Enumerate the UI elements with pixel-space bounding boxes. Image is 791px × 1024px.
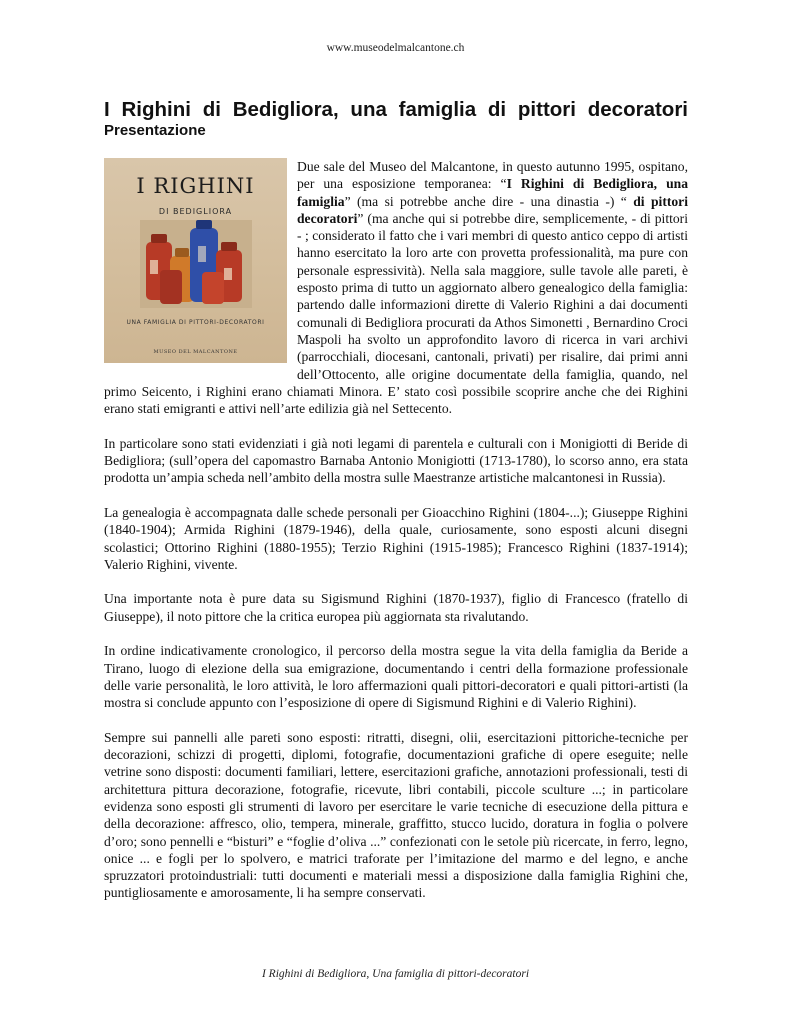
paragraph-monigiotti: In particolare sono stati evidenziati i già noti legami di parentela e culturali con i Monigiotti di Beride di Bedigliora; (sull’opera del capomastro Barnaba Antonio Monigiotti (1713-1780), lo scorso anno, era stata prodotta un’ampia scheda nell’ambito della mostra sulle Maestranze artistiche malcantonesi in Russia).: [104, 435, 688, 486]
page-footer: I Righini di Bedigliora, Una famiglia di pittori-decoratori: [261, 968, 530, 980]
document-title: I Righini di Bedigliora, una famiglia di pittori decoratori: [104, 98, 688, 121]
intro-text-1: Due sale del Museo del Malcantone, in questo autunno 1995, ospitano, per una esposizione temporanea: “: [297, 159, 688, 192]
cover-publisher: MUSEO DEL MALCANTONE: [153, 349, 238, 355]
cover-caption: UNA FAMIGLIA DI PITTORI-DECORATORI: [126, 319, 265, 326]
document-body: [104, 158, 688, 919]
cover-title: I RIGHINI: [136, 174, 255, 198]
exhibition-subtitle-bold: di pittori decoratori: [297, 193, 688, 226]
jars-illustration-icon: [140, 220, 252, 308]
paragraph-exhibits: Sempre sui pannelli alle pareti sono esposti: ritratti, disegni, olii, esercitazioni pittoriche-tecniche per decorazioni, schizzi di progetti, diplomi, fotografie, documentazioni grafiche di opere eseguite; nelle vetrine sono disposti: documenti familiari, lettere, esercitazioni grafiche, annotazioni professionali, testi di architettura pittura decorazione, fotografie, ricevute, libri contabili, piccole sculture ...; in particolare evidenza sono esposti gli strumenti di lavoro per esercitare le varie tecniche di esecuzione della pittura e della decorazione: affresco, olio, tempera, minerale, graffitto, stucco lucido, doratura in foglia o polvere d’oro; sono pennelli e “bisturi” e “foglie d’oliva ...” confezionati con le setole più ricercate, in ferro, legno, onice ... e fogli per lo spolvero, e matrici traforate per l’imitazione del marmo e del legno, e anche spruzzatori protoindustriali: tutti documenti e materiali messi a disposizione dalla famiglia Righini che, puntigliosamente e amorosamente, li ha sempre conservati.: [104, 729, 688, 901]
cover-subtitle: DI BEDIGLIORA: [158, 207, 233, 216]
paragraph-sigismund: Una importante nota è pure data su Sigismund Righini (1870-1937), figlio di Francesco (fratello di Giuseppe), il noto pittore che la critica europea più aggiornata sta rivalutando.: [104, 591, 688, 624]
intro-text-2: ” (ma si potrebbe anche dire - una dinastia -) “: [344, 193, 634, 209]
paragraph-route: In ordine indicativamente cronologico, il percorso della mostra segue la vita della famiglia da Beride a Tirano, luogo di elezione della sua emigrazione, documentando i centri della formazione professionale delle varie personalità, le loro attività, le loro affermazioni quali pittori-decoratori e quali pittori-artisti (la mostra si conclude appunto con l’esposizione di opere di Sigismund Righini e di Valerio Righini).: [104, 643, 688, 711]
exhibition-title-bold: I Righini di Bedigliora, una famiglia: [297, 176, 688, 209]
document-subtitle: Presentazione: [104, 122, 206, 139]
intro-paragraph: [104, 158, 688, 417]
book-cover-image: [104, 158, 287, 363]
intro-text-3: ” (ma anche qui si potrebbe dire, semplicemente, - di pittori - ; considerato il fatto che i vari membri di questo antico ceppo di artisti hanno esercitato la loro arte con provetta professionalità, ma pure con personale espressività). Nella sala maggiore, sulle tavole alle pareti, è esposto prima di tutto un aggiornato albero genealogico della famiglia: partendo dalle informazioni dirette di Valerio Righini a dai documenti comunali di Bedigliora procurati da Athos Simonetti , Bernardino Croci Maspoli ha svolto un approfondito lavoro di ricerca in vari archivi (parrocchiali, diocesani, cantonali, privati) per risalire, dai primi anni dell’Ottocento, alle origine documentate della famiglia, quando, nel primo Seicento, i Righini erano chiamati Minora. E’ stato così possibile scoprire anche che dei Righini erano stati emigranti e attivi nell’arte edilizia già nel Settecento.: [104, 210, 688, 417]
title-block: [104, 98, 688, 140]
paragraph-genealogy: La genealogia è accompagnata dalle schede personali per Gioacchino Righini (1804-...); Giuseppe Righini (1840-1904); Armida Righini (1879-1946), della quale, curiosamente, sono esposti alcuni disegni scolastici; Ottorino Righini (1880-1955); Terzio Righini (1915-1985); Francesco Righini (1837-1914); Valerio Righini, vivente.: [104, 504, 688, 572]
page-header-url: www.museodelmalcantone.ch: [326, 42, 465, 54]
